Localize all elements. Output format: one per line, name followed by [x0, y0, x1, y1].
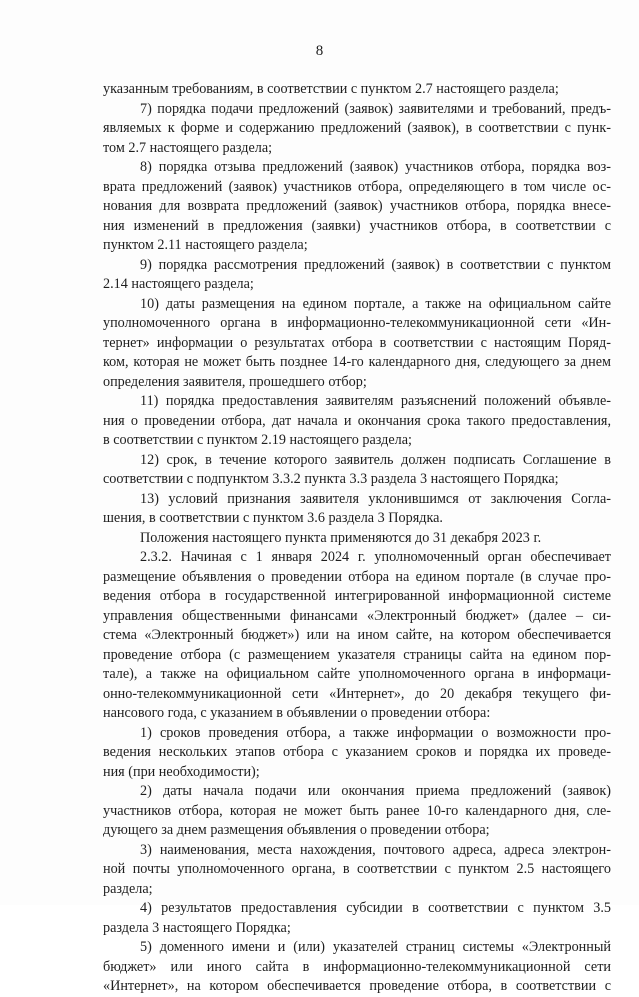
- text-line: стема «Электронный бюджет») или на ином сайте, на котором обеспечивается: [103, 627, 611, 643]
- text-line: в соответствии с пунктом 2.19 настоящего раздела;: [103, 432, 412, 448]
- text-line: 3) наименования, места нахождения, почтового адреса, адреса электрон-: [140, 841, 611, 858]
- text-line: Положения настоящего пункта применяются до 31 декабря 2023 г.: [140, 529, 542, 546]
- text-line: 2.14 настоящего раздела;: [103, 276, 254, 292]
- text-line: 12) срок, в течение которого заявитель должен подписать Соглашение в: [140, 451, 611, 468]
- text-line: 10) даты размещения на едином портале, а также на официальном сайте: [140, 295, 611, 312]
- text-line: 7) порядка подачи предложений (заявок) заявителями и требований, предъ-: [140, 100, 611, 117]
- scan-speck: [228, 858, 230, 860]
- text-line: управления общественными финансами «Электронный бюджет» (далее – си-: [103, 607, 611, 624]
- text-line: шения, в соответствии с пунктом 3.6 раздела 3 Порядка.: [103, 510, 443, 526]
- text-line: 13) условий признания заявителя уклонившимся от заключения Согла-: [140, 490, 611, 507]
- text-line: дующего за днем размещения объявления о проведении отбора;: [103, 822, 490, 838]
- text-line: 9) порядка рассмотрения предложений (заявок) в соответствии с пунктом: [140, 256, 611, 273]
- text-line: 4) результатов предоставления субсидии в соответствии с пунктом 3.5: [140, 900, 611, 916]
- text-line: онно-телекоммуникационной сети «Интернет», до 20 декабря текущего фи-: [103, 685, 611, 702]
- text-line: ния (при необходимости);: [103, 763, 260, 780]
- text-line: том 2.7 настоящего раздела;: [103, 139, 273, 156]
- text-line: раздела;: [103, 880, 153, 897]
- text-line: ния о проведении отбора, дат начала и окончания срока такого предоставления,: [103, 412, 611, 429]
- text-line: участников отбора, которая не может быть ранее 10-го календарного дня, сле-: [103, 802, 611, 819]
- text-line: ведения нескольких этапов отбора с указанием сроков и порядка их проведе-: [103, 744, 611, 760]
- text-line: указанным требованиям, в соответствии с пунктом 2.7 настоящего раздела;: [103, 81, 559, 97]
- text-line: уполномоченного органа в информационно-телекоммуникационной сети «Ин-: [103, 315, 611, 331]
- text-line: раздела 3 настоящего Порядка;: [103, 919, 291, 936]
- text-line: врата предложений (заявок) участников отбора, определяющего в том числе ос-: [103, 178, 611, 195]
- text-line: «Интернет», на котором обеспечивается проведение отбора, в соответствии с: [103, 978, 611, 994]
- document-body: [103, 80, 611, 997]
- text-line: проведение отбора (с размещением указателя страницы сайта на едином пор-: [103, 646, 611, 663]
- text-line: 2) даты начала подачи или окончания приема предложений (заявок): [140, 783, 611, 799]
- text-line: соответствии с подпунктом 3.3.2 пункта 3.3 раздела 3 настоящего Порядка;: [103, 471, 559, 487]
- text-line: нансового года, с указанием в объявлении о проведении отбора:: [103, 705, 491, 721]
- text-line: являемых к форме и содержанию предложений (заявок), в соответствии с пунк-: [103, 120, 611, 136]
- text-line: 2.3.2. Начиная с 1 января 2024 г. уполномоченный орган обеспечивает: [140, 549, 611, 565]
- text-line: 1) сроков проведения отбора, а также информации о возможности про-: [140, 724, 611, 741]
- text-line: ной почты уполномоченного органа, в соответствии с пунктом 2.5 настоящего: [103, 861, 611, 877]
- text-line: ния изменений в предложения (заявки) участников отбора, в соответствии с: [103, 217, 611, 234]
- text-line: бюджет» или иного сайта в информационно-телекоммуникационной сети: [103, 958, 611, 975]
- text-line: ком, которая не может быть позднее 14-го календарного дня, следующего за днем: [103, 354, 611, 370]
- text-line: тале), а также на официальном сайте уполномоченного органа в информаци-: [103, 666, 611, 682]
- text-line: тернет» информации о результатах отбора в соответствии с настоящим Поряд-: [103, 334, 611, 351]
- text-line: нования для возврата предложений (заявок) участников отбора, порядка внесе-: [103, 198, 611, 214]
- text-line: пунктом 2.11 настоящего раздела;: [103, 237, 308, 253]
- text-line: размещение объявления о проведении отбора на едином портале (в случае про-: [103, 568, 611, 585]
- text-line: 11) порядка предоставления заявителям разъяснений положений объявле-: [140, 393, 611, 409]
- page-number: 8: [315, 43, 324, 59]
- text-line: ведения отбора в государственной интегрированной информационной системе: [103, 588, 611, 604]
- text-line: определения заявителя, прошедшего отбор;: [103, 373, 367, 390]
- text-line: 8) порядка отзыва предложений (заявок) участников отбора, порядка воз-: [140, 159, 611, 175]
- text-line: 5) доменного имени и (или) указателей страниц системы «Электронный: [140, 939, 611, 955]
